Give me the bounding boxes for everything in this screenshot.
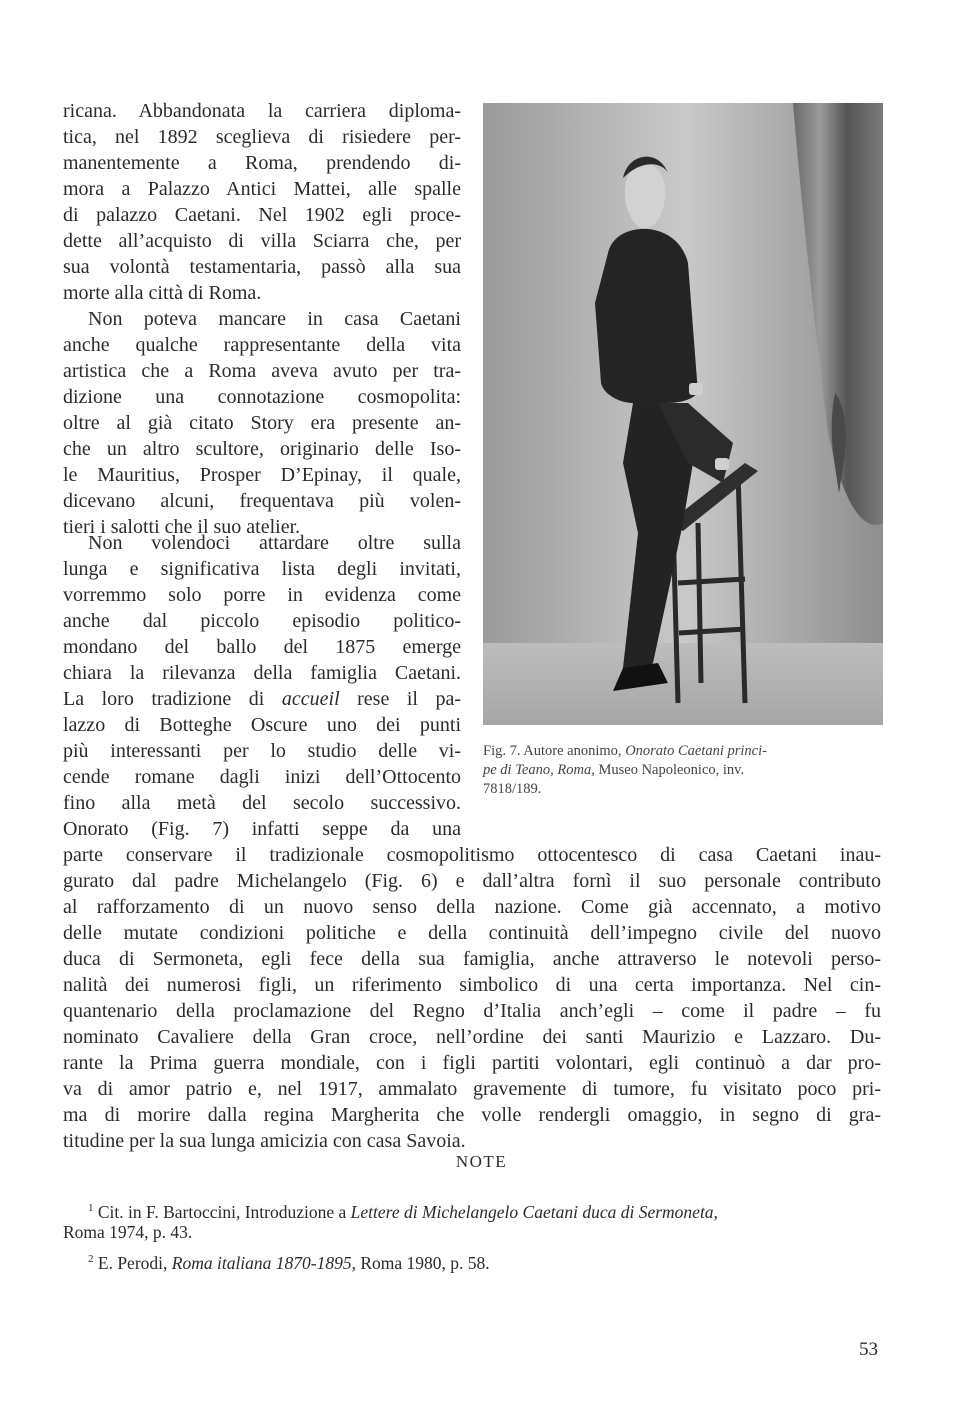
page-number: 53 [859,1339,878,1360]
body-line: tica, nel 1892 sceglieva di risiedere per- [63,126,461,148]
body-line: anche qualche rappresentante della vita [63,334,461,356]
body-line: oltre al già citato Story era presente an- [63,412,461,434]
body-line: ma di morire dalla regina Margherita che volle rendergli omaggio, in segno di gra- [63,1104,881,1126]
footnote-1 [88,1197,718,1224]
caption-text: Fig. 7. Autore anonimo, [483,743,626,759]
body-line: nominato Cavaliere della Gran croce, nell’ordine dei santi Maurizio e Lazzaro. Du- [63,1026,881,1048]
body-line: vorremmo solo porre in evidenza come [63,584,461,606]
body-line: artistica che a Roma aveva avuto per tra- [63,360,461,382]
body-line: Non volendoci attardare oltre sulla [88,532,461,554]
footnote-text: Roma 1980, p. 58. [356,1252,490,1273]
body-line: dette all’acquisto di villa Sciarra che, per [63,230,461,252]
body-line: gurato dal padre Michelangelo (Fig. 6) e dall’altra fornì il suo personale contributo [63,870,881,892]
figure-caption-line: 7818/189. [483,781,542,797]
italic-word: accueil [281,688,340,710]
body-line: parte conservare il tradizionale cosmopolitismo ottocentesco di casa Caetani inau- [63,844,881,866]
body-line: mora a Palazzo Antici Mattei, alle spalle [63,178,461,200]
body-line: dizione una connotazione cosmopolita: [63,386,461,408]
body-line: tieri i salotti che il suo atelier. [63,516,301,538]
footnote-1-continued: Roma 1974, p. 43. [63,1222,193,1242]
caption-title: Onorato Caetani princi- [625,743,767,759]
footnote-text: Cit. in F. Bartoccini, Introduzione a [97,1201,351,1222]
footnote-text: E. Perodi, [97,1252,172,1273]
figure-caption-line [483,742,883,761]
notes-heading: NOTE [455,1152,508,1171]
portrait-photograph [483,103,883,725]
body-line: nalità dei numerosi figli, un riferimento simbolico di una certa importanza. Nel cin- [63,974,881,996]
body-line: titudine per la sua lunga amicizia con casa Savoia. [63,1130,466,1152]
body-line: va di amor patrio e, nel 1917, ammalato gravemente di tumore, fu visitato poco pri- [63,1078,881,1100]
footnote-marker: 2 [88,1253,94,1265]
body-line: morte alla città di Roma. [63,282,262,304]
body-line: delle mutate condizioni politiche e della continuità dell’impegno civile del nuovo [63,922,881,944]
footnote-title: Lettere di Michelangelo Caetani duca di Sermoneta, [350,1201,718,1222]
body-line: manentemente a Roma, prendendo di- [63,152,461,174]
body-line: Onorato (Fig. 7) infatti seppe da una [63,818,461,840]
portrait-illustration [483,103,883,725]
body-line: ricana. Abbandonata la carriera diploma- [63,100,461,122]
body-line: lazzo di Botteghe Oscure uno dei punti [63,714,461,736]
body-line: fino alla metà del secolo successivo. [63,792,461,814]
body-line: più interessanti per lo studio delle vi- [63,740,461,762]
body-line-accueil: La loro tradizione di accueil rese il pa- [63,688,461,710]
body-line: sua volontà testamentaria, passò alla sua [63,256,461,278]
body-line: al rafforzamento di un nuovo senso della nazione. Come già accennato, a motivo [63,896,881,918]
footnote-2 [88,1248,490,1275]
caption-text: Museo Napoleonico, inv. [594,762,745,778]
footnote-title: Roma italiana 1870-1895, [171,1252,356,1273]
footnote-marker: 1 [88,1202,94,1214]
body-line: di palazzo Caetani. Nel 1902 egli proce- [63,204,461,226]
caption-title: pe di Teano, Roma, [483,762,595,778]
body-line: lunga e significativa lista degli invitati, [63,558,461,580]
body-line: mondano del ballo del 1875 emerge [63,636,461,658]
body-line: Non poteva mancare in casa Caetani [88,308,461,330]
body-line: cende romane dagli inizi dell’Ottocento [63,766,461,788]
body-line: quantenario della proclamazione del Regno d’Italia anch’egli – come il padre – fu [63,1000,881,1022]
body-line: chiara la rilevanza della famiglia Caetani. [63,662,461,684]
body-line: dicevano alcuni, frequentava più volen- [63,490,461,512]
figure-caption-line [483,761,883,780]
body-line: duca di Sermoneta, egli fece della sua famiglia, anche attraverso le notevoli perso- [63,948,881,970]
body-line: che un altro scultore, originario delle Iso- [63,438,461,460]
body-line: anche dal piccolo episodio politico- [63,610,461,632]
body-line: rante la Prima guerra mondiale, con i figli partiti volontari, egli continuò a dar pro- [63,1052,881,1074]
body-line: le Mauritius, Prosper D’Epinay, il quale, [63,464,461,486]
